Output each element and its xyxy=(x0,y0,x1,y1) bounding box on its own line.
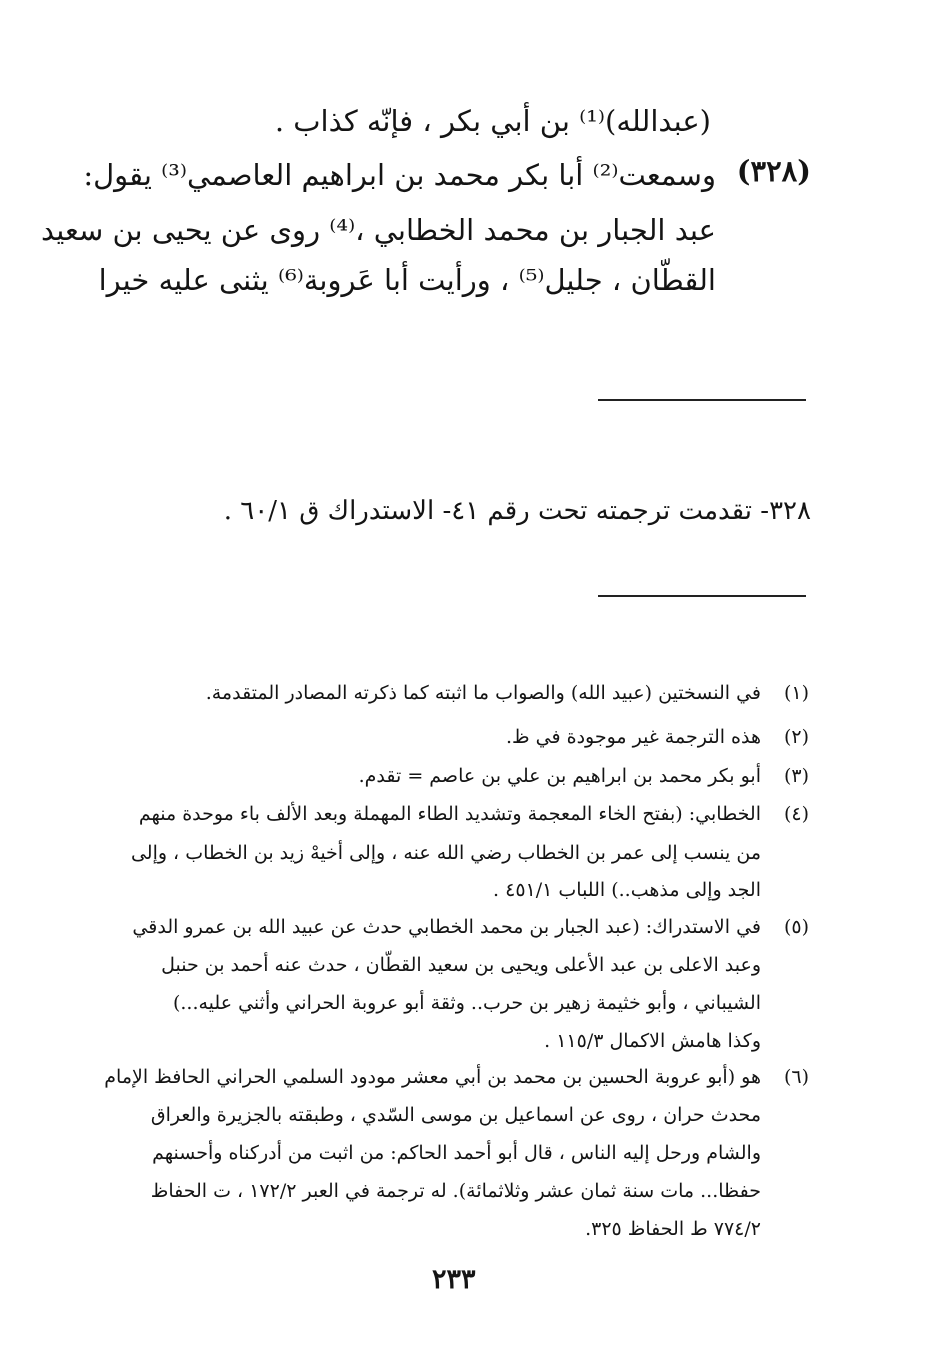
footnote-5-line-3: الشيباني ، وأبو خثيمة زهير بن حرب.. وثقة أبو عروبة الحراني وأثني عليه...) xyxy=(172,992,761,1014)
footnote-6-line-3: والشام ورحل إليه الناس ، قال أبو أحمد الحاكم: من اثبت من أدركناه وأحسنهم xyxy=(152,1142,761,1164)
source-note: ٣٢٨- تقدمت ترجمته تحت رقم ٤١- الاستدراك ق ٦٠/١ . xyxy=(223,496,811,526)
footnote-3-line-1: أبو بكر محمد بن ابراهيم بن علي بن عاصم = تقدم. xyxy=(358,765,761,787)
footnote-2-line-1: هذه الترجمة غير موجودة في ظ. xyxy=(506,726,761,748)
footnote-1-line-1: في النسختين (عبيد الله) والصواب ما اثبته كما ذكرته المصادر المتقدمة. xyxy=(205,682,761,704)
separator-rule-2 xyxy=(598,595,806,597)
footnote-4-line-1: الخطابي: (بفتح الخاء المعجمة وتشديد الطاء المهملة وبعد الألف باء موحدة منهم xyxy=(138,803,761,825)
footnote-6-line-5: ٧٧٤/٢ ط الحفاظ ٣٢٥. xyxy=(585,1218,761,1240)
footnote-4-number: (٤) xyxy=(783,803,809,825)
footnote-6-line-2: محدث حران ، روى عن اسماعيل بن موسى السّدي ، وطبقته بالجزيرة والعراق xyxy=(150,1104,761,1126)
footnote-6-line-4: حفظا... مات سنة ثمان عشر وثلاثمائة). له ترجمة في العبر ١٧٢/٢ ، ت الحفاظ xyxy=(150,1180,761,1202)
main-text-line-1: (عبدالله)⁽¹⁾ بن أبي بكر ، فإنّه كذاب . xyxy=(274,104,711,138)
footnote-6-line-1: هو (أبو عروبة الحسين بن محمد بن أبي معشر مودود السلمي الحراني الحافظ الإمام xyxy=(104,1066,761,1088)
footnote-6-number: (٦) xyxy=(783,1066,809,1088)
main-text-line-3: عبد الجبار بن محمد الخطابي ،⁽⁴⁾ روى عن يحيى بن سعيد xyxy=(40,213,716,247)
footnote-3-number: (٣) xyxy=(783,765,809,787)
page-number: ٢٣٣ xyxy=(432,1264,476,1295)
main-text-line-4: القطّان ، جليل⁽⁵⁾ ، ورأيت أبا عَروبة⁽⁶⁾ يثنى عليه خيرا xyxy=(98,263,716,297)
footnote-4-line-3: الجد وإلى مذهب..) اللباب ٤٥١/١ . xyxy=(493,879,761,901)
footnote-5-number: (٥) xyxy=(783,916,809,938)
separator-rule-1 xyxy=(598,399,806,401)
main-text-line-2: وسمعت⁽²⁾ أبا بكر محمد بن ابراهيم العاصمي⁽³⁾ يقول: xyxy=(83,158,716,192)
footnote-5-line-2: وعبد الاعلى بن عبد الأعلى ويحيى بن سعيد القطّان ، حدث عنه أحمد بن حنبل xyxy=(161,954,761,976)
footnote-4-line-2: من ينسب إلى عمر بن الخطاب رضي الله عنه ، وإلى أخيهْ زيد بن الخطاب ، وإلى xyxy=(130,842,761,864)
footnote-2-number: (٢) xyxy=(783,726,809,748)
footnote-5-line-4: وكذا هامش الاكمال ١١٥/٣ . xyxy=(544,1030,761,1052)
entry-number: (٣٢٨) xyxy=(736,154,811,188)
footnote-5-line-1: في الاستدراك: (عبد الجبار بن محمد الخطابي حدث عن عبيد الله بن عمرو الدقي xyxy=(132,916,761,938)
footnote-1-number: (١) xyxy=(783,682,809,704)
